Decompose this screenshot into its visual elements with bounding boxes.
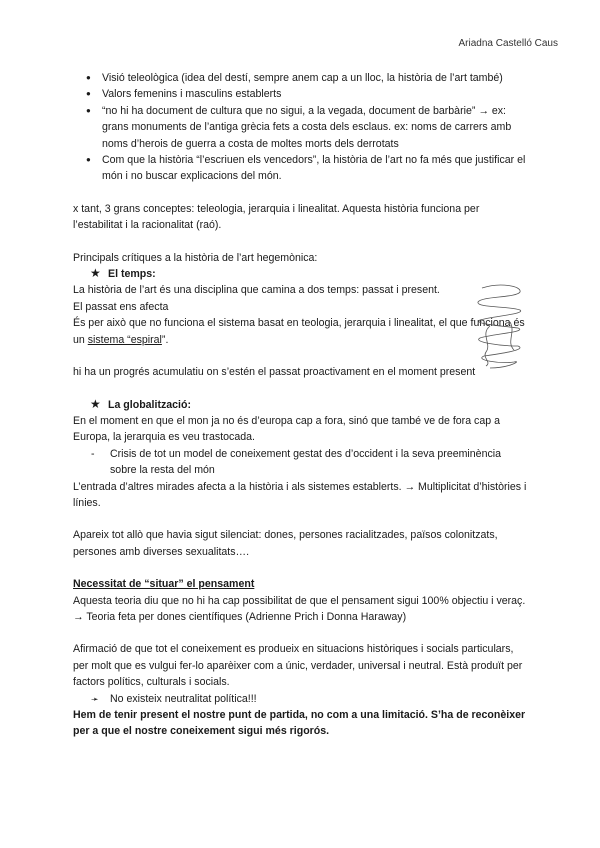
afirmacio-paragraph: Afirmació de que tot el coneixement es produeix en situacions històriques i socials particulars, per molt que es vulgui fer-lo aparèixer com a únic, verdader, universal i neutral. Està produït per factors polítics, culturals i socials. — [73, 643, 523, 689]
arrow-list-item — [73, 691, 528, 707]
temps-heading-label: El temps: — [108, 268, 156, 281]
global-paragraph-1: En el moment en que el mon ja no és d’europa cap a fora, sinó que també ve de fora cap a Europa, la jerarquia es veu trastocada. — [73, 414, 500, 444]
author-header: Ariadna Castelló Caus — [458, 38, 558, 49]
document-body — [73, 70, 528, 740]
situar-paragraph: Aquesta teoria diu que no hi ha cap possibilitat de que el pensament sigui 100% objectiu i veraç. → Teoria feta per dones científiques (Adrienne Prich i Donna Haraway) — [73, 594, 526, 623]
global-paragraph-2: L’entrada d’altres mirades afecta a la història i als sistemes establerts. → Multiplicitat d’històries i línies. — [73, 480, 527, 509]
temps-line-3 — [73, 315, 528, 348]
global-heading-label: La globalització: — [108, 398, 191, 411]
dash-list-item — [73, 446, 528, 479]
critiques-intro: Principals crítiques a la història de l’art hegemònica: — [73, 251, 318, 264]
list-item: ● Visió teleològica (idea del destí, sempre anem cap a un lloc, la història de l’art també) — [73, 70, 528, 86]
list-item: ● “no hi ha document de cultura que no sigui, a la vegada, document de barbàrie” → ex: grans monuments de l’antiga grècia fets a costa dels esclaus. ex: noms de carrers amb noms d’herois de guerra a costa de moltes morts dels derrotats — [73, 103, 528, 152]
spiral-sketch-drawing — [470, 282, 530, 372]
dash-item-text: Crisis de tot un model de coneixement gestat des d’occident i la seva preeminència sobre la resta del món — [110, 447, 502, 477]
progress-paragraph: hi ha un progrés acumulatiu on s’estén el passat proactivament en el moment present — [73, 366, 476, 379]
conclusion-paragraph: Hem de tenir present el nostre punt de partida, no com a una limitació. S’ha de reconèixer per a que el nostre coneixement sigui més rigorós. — [73, 709, 526, 738]
list-item: ● Com que la història “l’escriuen els vencedors”, la història de l’art no fa més que justificar el món i no buscar explicacions del món. — [73, 152, 528, 185]
temps-line-3-text: És per això que no funciona el sistema basat en teologia, jerarquia i linealitat, el que funciona és un — [73, 317, 525, 346]
sistema-espiral-link: sistema “espiral — [87, 333, 162, 346]
temps-line-2: El passat ens afecta — [73, 300, 169, 313]
dash-icon: - — [91, 447, 95, 460]
temps-line-3-end: ”. — [161, 333, 169, 346]
temps-heading — [73, 266, 528, 282]
bullet-list — [73, 70, 528, 185]
silenced-paragraph: Apareix tot allò que havia sigut silenciat: dones, persones racialitzades, països colonitzats, persones amb diverses sexualitats…. — [73, 529, 498, 558]
list-item: ● Valors femenins i masculins establerts — [73, 86, 528, 102]
neutral-text: No existeix neutralitat política!!! — [110, 692, 257, 705]
situar-section-title: Necessitat de “situar” el pensament — [73, 578, 255, 591]
summary-paragraph: x tant, 3 grans conceptes: teleologia, jerarquia i linealitat. Aquesta història funciona per l’estabilitat i la racionalitat (raó). — [73, 202, 480, 232]
temps-line-1: La història de l’art és una disciplina que camina a dos temps: passat i present. — [73, 284, 440, 297]
global-heading — [73, 397, 528, 413]
star-icon: ★ — [90, 266, 101, 281]
arrow-icon: ➛ — [91, 693, 99, 704]
star-icon: ★ — [90, 396, 101, 411]
